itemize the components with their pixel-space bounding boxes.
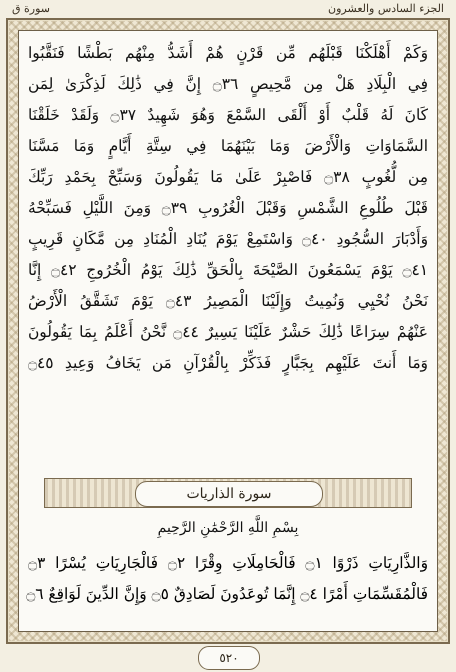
text-line-2: فِي الْبِلَادِ هَلْ مِن مَّحِيصٍ ۝٣٦ إِنَّ فِي ذَٰلِكَ لَذِكْرَىٰ لِمَن	[28, 75, 428, 93]
text-line-6: قَبْلَ طُلُوعِ الشَّمْسِ وَقَبْلَ الْغُرُوبِ ۝٣٩ وَمِنَ اللَّيْلِ فَسَبِّحْهُ	[28, 199, 428, 217]
bottom-text-block	[28, 548, 428, 610]
text-line-3: كَانَ لَهُ قَلْبٌ أَوْ أَلْقَى السَّمْعَ وَهُوَ شَهِيدٌ ۝٣٧ وَلَقَدْ خَلَقْنَا	[28, 106, 428, 124]
bottom-line-1: وَالذَّارِيَاتِ ذَرْوًا ۝١ فَالْحَامِلَاتِ وِقْرًا ۝٢ فَالْجَارِيَاتِ يُسْرًا ۝٣	[28, 554, 429, 572]
text-line-1: وَكَمْ أَهْلَكْنَا قَبْلَهُم مِّن قَرْنٍ هُمْ أَشَدُّ مِنْهُم بَطْشًا فَنَقَّبُوا	[28, 44, 428, 62]
surah-title: سورة الذاريات	[135, 481, 323, 507]
text-line-11: وَمَا أَنتَ عَلَيْهِم بِجَبَّارٍ فَذَكِّرْ بِالْقُرْآنِ مَن يَخَافُ وَعِيدِ ۝٤٥	[28, 354, 428, 372]
text-line-4: السَّمَاوَاتِ وَالْأَرْضَ وَمَا بَيْنَهُمَا فِي سِتَّةِ أَيَّامٍ وَمَا مَسَّنَا	[28, 137, 428, 155]
basmala: بِسْمِ اللَّهِ الرَّحْمَٰنِ الرَّحِيمِ	[157, 520, 299, 536]
text-line-10: عَنْهُمْ سِرَاعًا ذَٰلِكَ حَشْرٌ عَلَيْنَا يَسِيرٌ ۝٤٤ نَّحْنُ أَعْلَمُ بِمَا يَقُولُونَ	[28, 323, 428, 341]
surah-header: سورة ق	[12, 2, 51, 15]
bottom-line-2: فَالْمُقَسِّمَاتِ أَمْرًا ۝٤ إِنَّمَا تُوعَدُونَ لَصَادِقٌ ۝٥ وَإِنَّ الدِّينَ لَوَاقِعٌ ۝٦	[26, 585, 428, 603]
text-line-8: ۝٤١ يَوْمَ يَسْمَعُونَ الصَّيْحَةَ بِالْحَقِّ ذَٰلِكَ يَوْمُ الْخُرُوجِ ۝٤٢ إِنَّا	[28, 261, 428, 279]
text-line-9: نَحْنُ نُحْيِي وَنُمِيتُ وَإِلَيْنَا الْمَصِيرُ ۝٤٣ يَوْمَ تَشَقَّقُ الْأَرْضُ	[28, 292, 428, 310]
text-line-7: وَأَدْبَارَ السُّجُودِ ۝٤٠ وَاسْتَمِعْ يَوْمَ يُنَادِ الْمُنَادِ مِن مَّكَانٍ قَرِيبٍ	[28, 230, 429, 248]
page-number: ٥٢٠	[198, 646, 260, 670]
juz-title: الجزء السادس والعشرون	[328, 2, 444, 15]
verse-text-block	[28, 38, 428, 379]
text-line-5: مِن لُّغُوبٍ ۝٣٨ فَاصْبِرْ عَلَىٰ مَا يَقُولُونَ وَسَبِّحْ بِحَمْدِ رَبِّكَ	[28, 168, 428, 186]
